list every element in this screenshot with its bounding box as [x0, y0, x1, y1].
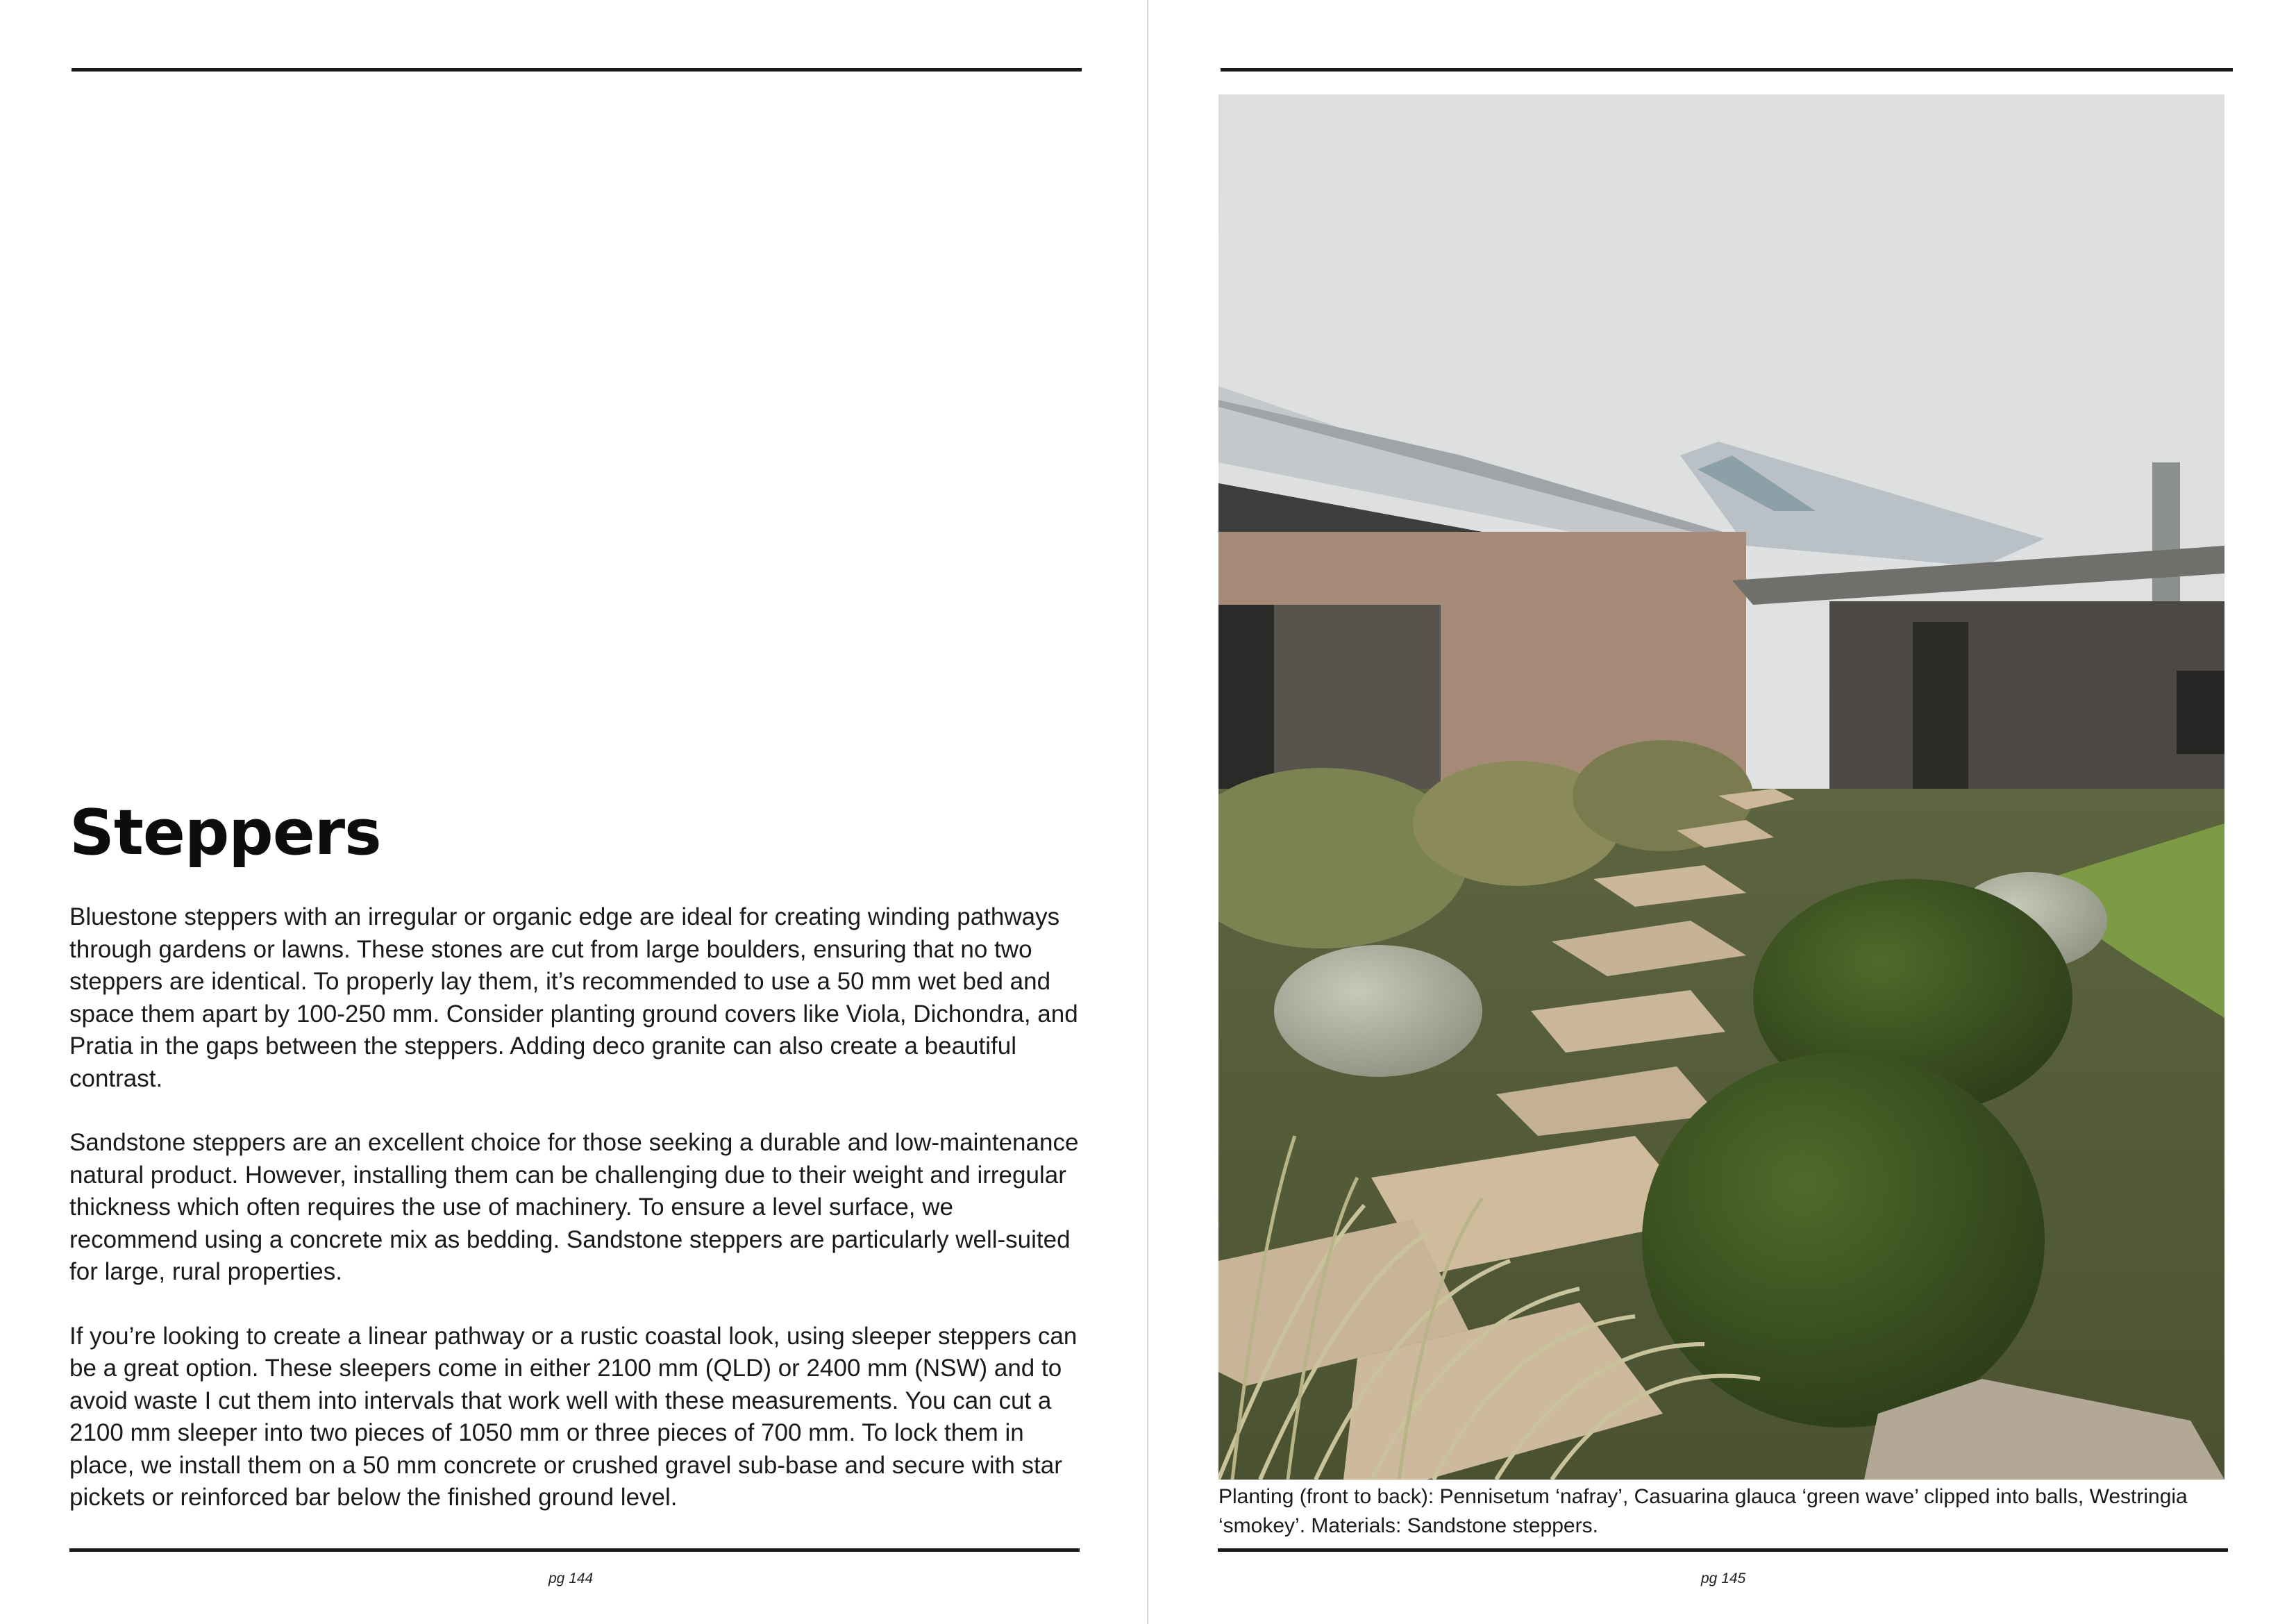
top-rule: [1221, 68, 2233, 72]
body-text: [69, 901, 1083, 1546]
casuarina-ball: [1642, 1053, 2045, 1428]
westringia-shrub: [1274, 945, 1482, 1077]
garden-photo-illustration: [1218, 94, 2224, 1480]
page-number: pg 145: [1701, 1571, 1746, 1587]
dark-window-right: [2177, 671, 2224, 754]
section-heading: Steppers: [69, 796, 381, 869]
bottom-rule: [69, 1548, 1080, 1552]
paragraph-bluestone: Bluestone steppers with an irregular or organic edge are ideal for creating winding pathways through gardens or lawns. These stones are cut from large boulders, ensuring that no two steppers are identical. To properly lay them, it’s recommended to use a 50 mm wet bed and space them apart by 100-250 mm. Consider planting ground covers like Viola, Dichondra, and Pratia in the gaps between the steppers. Adding deco granite can also create a beautiful contrast.: [69, 903, 1078, 1092]
paragraph-sandstone: Sandstone steppers are an excellent choice for those seeking a durable and low-maintenance natural product. However, installing them can be challenging due to their weight and irregular thickness which often requires the use of machinery. To ensure a level surface, we recommend using a concrete mix as bedding. Sandstone steppers are particularly well-suited for large, rural properties.: [69, 1129, 1079, 1285]
photo-caption: Planting (front to back): Pennisetum ‘nafray’, Casuarina glauca ‘green wave’ clipped into balls, Westringia ‘smokey’. Materials: Sandstone steppers.: [1218, 1485, 2188, 1537]
page-number: pg 144: [548, 1571, 594, 1587]
garden-photo: [1218, 94, 2224, 1480]
paragraph-sleeper: If you’re looking to create a linear pathway or a rustic coastal look, using sleeper steppers can be a great option. These sleepers come in either 2100 mm (QLD) or 2400 mm (NSW) and to avoid waste I cut them into intervals that work well with these measurements. You can cut a 2100 mm sleeper into two pieces of 1050 mm or three pieces of 700 mm. To lock them in place, we install them on a 50 mm concrete or crushed gravel sub-base and secure with star pickets or reinforced bar below the finished ground level.: [69, 1322, 1078, 1511]
top-rule: [72, 68, 1082, 72]
bottom-rule: [1218, 1548, 2228, 1552]
